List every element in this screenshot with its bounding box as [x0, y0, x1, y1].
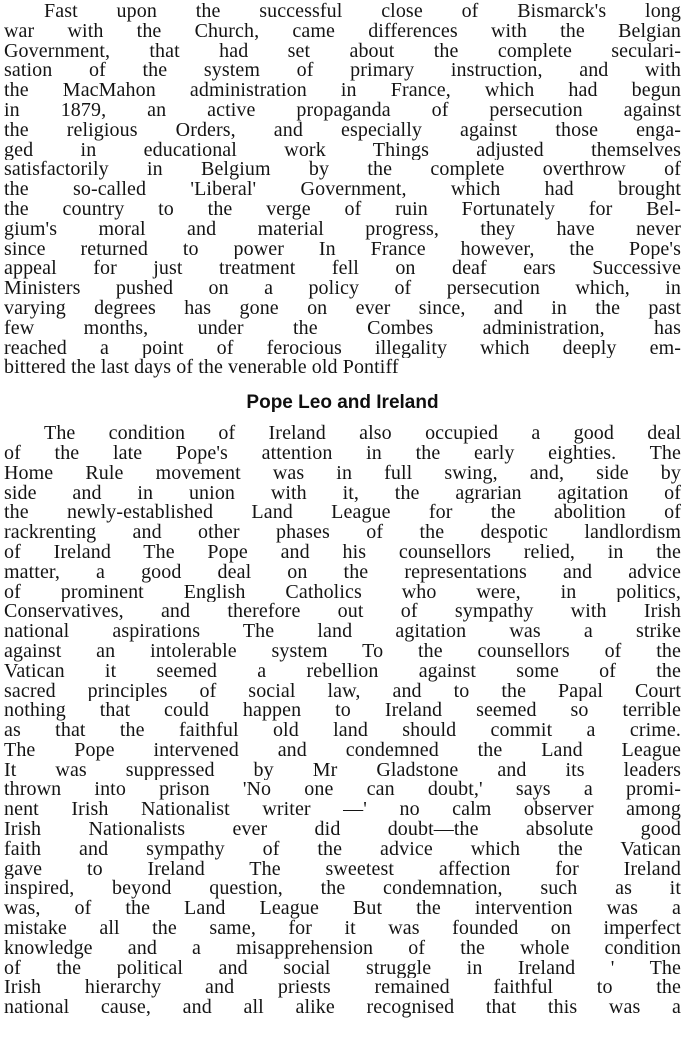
paragraph-bismarck-belgium-france	[4, 2, 681, 378]
text-line: nothing that could happen to Ireland seemed so terrible	[4, 701, 681, 722]
text-line: gium's moral and material progress, they have never	[4, 219, 681, 240]
text-line: Home Rule movement was in full swing, and, side by	[4, 463, 681, 484]
text-line: Ministers pushed on a policy of persecution which, in	[4, 279, 681, 299]
text-line: ged in educational work Things adjusted themselves	[4, 140, 681, 161]
text-line: the country to the verge of ruin Fortunately for Bel-	[4, 199, 681, 220]
text-line: against an intolerable system To the counsellors of the	[4, 641, 681, 662]
text-line: of Ireland The Pope and his counsellors relied, in the	[4, 542, 681, 563]
text-line: war with the Church, came differences with the Belgian	[4, 21, 681, 42]
text-line: of the political and social struggle in Ireland ' The	[4, 958, 681, 979]
text-line: sacred principles of social law, and to the Papal Court	[4, 681, 681, 702]
text-line: varying degrees has gone on ever since, and in the past	[4, 298, 681, 319]
text-line: of prominent English Catholics who were, in politics,	[4, 582, 681, 603]
text-line: Fast upon the successful close of Bismarck's long	[44, 2, 681, 22]
text-line: national cause, and all alike recognised that this was a	[4, 998, 681, 1019]
text-line: as that the faithful old land should commit a crime.	[4, 721, 681, 741]
text-line: The Pope intervened and condemned the Land League	[4, 740, 681, 761]
text-line: knowledge and a misapprehension of the whole condition	[4, 938, 681, 959]
text-line: appeal for just treatment fell on deaf ears Successive	[4, 259, 681, 280]
text-line: bittered the last days of the venerable old Pontiff	[4, 358, 399, 379]
text-line: the religious Orders, and especially against those enga-	[4, 120, 681, 141]
text-line: Government, that had set about the complete seculari-	[4, 41, 681, 62]
text-line: few months, under the Combes administration, has	[4, 318, 681, 339]
text-line: of the late Pope's attention in the early eighties. The	[4, 443, 681, 464]
text-line: satisfactorily in Belgium by the complete overthrow of	[4, 160, 681, 181]
text-line: mistake all the same, for it was founded on imperfect	[4, 919, 681, 939]
text-line: Vatican it seemed a rebellion against some of the	[4, 661, 681, 682]
text-line: sation of the system of primary instruction, and with	[4, 61, 681, 82]
text-line: Irish hierarchy and priests remained faithful to the	[4, 978, 681, 999]
text-line: in 1879, an active propaganda of persecution against	[4, 100, 681, 121]
section-heading: Pope Leo and Ireland	[246, 392, 439, 414]
text-line: the so-called 'Liberal' Government, which had brought	[4, 180, 681, 200]
text-line: The condition of Ireland also occupied a good deal	[44, 424, 681, 444]
text-line: gave to Ireland The sweetest affection for Ireland	[4, 859, 681, 880]
text-line: the newly-established Land League for the abolition of	[4, 503, 681, 524]
text-line: It was suppressed by Mr Gladstone and its leaders	[4, 760, 681, 781]
text-line: since returned to power In France however, the Pope's	[4, 239, 681, 260]
text-line: nent Irish Nationalist writer —' no calm observer among	[4, 800, 681, 821]
text-line: Conservatives, and therefore out of sympathy with Irish	[4, 602, 681, 623]
text-line: national aspirations The land agitation was a strike	[4, 622, 681, 642]
text-line: inspired, beyond question, the condemnation, such as it	[4, 879, 681, 900]
text-line: rackrenting and other phases of the despotic landlordism	[4, 523, 681, 543]
text-line: the MacMahon administration in France, which had begun	[4, 81, 681, 101]
text-line: thrown into prison 'No one can doubt,' says a promi-	[4, 780, 681, 801]
text-line: was, of the Land League But the intervention was a	[4, 899, 681, 920]
text-line: reached a point of ferocious illegality which deeply em-	[4, 338, 681, 359]
text-line: side and in union with it, the agrarian agitation of	[4, 483, 681, 504]
text-line: Irish Nationalists ever did doubt—the absolute good	[4, 820, 681, 840]
text-line: faith and sympathy of the advice which the Vatican	[4, 839, 681, 860]
paragraph-pope-leo-ireland	[4, 424, 681, 1018]
text-line: matter, a good deal on the representations and advice	[4, 562, 681, 583]
